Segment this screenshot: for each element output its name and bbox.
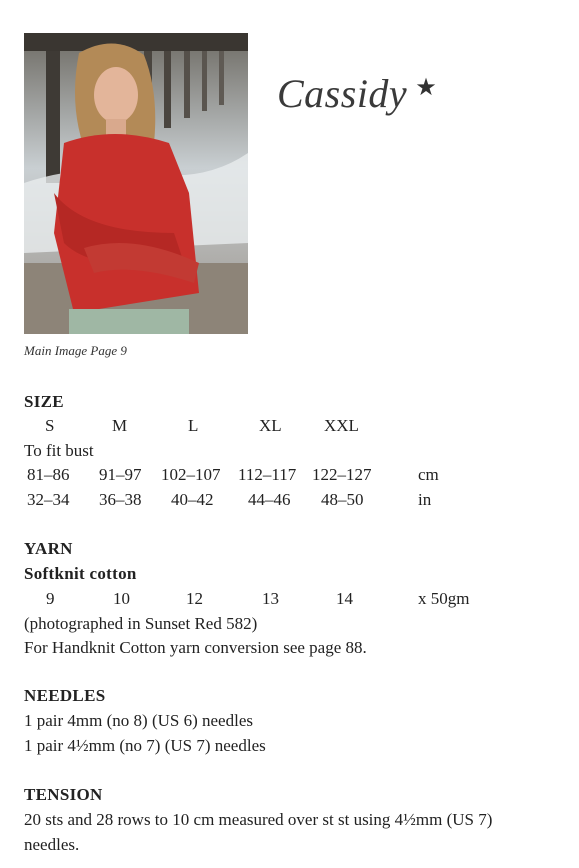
size-cm-value: 91–97 xyxy=(99,465,142,484)
yarn-amount: 13 xyxy=(262,589,279,608)
size-label: S xyxy=(45,416,55,435)
size-in-value: 44–46 xyxy=(248,490,291,509)
size-cm-unit: cm xyxy=(418,465,439,484)
yarn-name: Softknit cotton xyxy=(24,564,137,583)
yarn-amount: 14 xyxy=(336,589,353,608)
fit-bust-label: To fit bust xyxy=(24,441,94,460)
yarn-amount: 12 xyxy=(186,589,203,608)
yarn-heading: YARN xyxy=(24,539,73,558)
size-cm-value: 102–107 xyxy=(161,465,221,484)
size-cm-value: 112–117 xyxy=(238,465,297,484)
image-caption: Main Image Page 9 xyxy=(24,343,127,358)
size-label: M xyxy=(112,416,128,435)
tension-heading: TENSION xyxy=(24,785,103,804)
main-photo xyxy=(24,33,248,334)
model-photo-illustration xyxy=(24,33,248,334)
size-in-value: 40–42 xyxy=(171,490,214,509)
yarn-photo-note: (photographed in Sunset Red 582) xyxy=(24,614,258,633)
size-label: XXL xyxy=(324,416,359,435)
size-in-value: 32–34 xyxy=(27,490,70,509)
difficulty-star-icon: ★ xyxy=(415,75,438,101)
yarn-conversion-note: For Handknit Cotton yarn conversion see page 88. xyxy=(24,638,367,657)
size-cm-value: 81–86 xyxy=(27,465,70,484)
yarn-amount: 9 xyxy=(46,589,55,608)
size-cm-value: 122–127 xyxy=(312,465,372,484)
tension-line: needles. xyxy=(24,835,80,854)
yarn-unit: x 50gm xyxy=(418,589,470,608)
size-in-value: 36–38 xyxy=(99,490,142,509)
size-label: XL xyxy=(259,416,282,435)
pattern-title: Cassidy ★ xyxy=(277,71,438,116)
needles-line: 1 pair 4½mm (no 7) (US 7) needles xyxy=(24,736,266,755)
size-in-value: 48–50 xyxy=(321,490,364,509)
size-in-unit: in xyxy=(418,490,432,509)
yarn-amount: 10 xyxy=(113,589,130,608)
tension-line: 20 sts and 28 rows to 10 cm measured over st st using 4½mm (US 7) xyxy=(24,810,493,829)
needles-line: 1 pair 4mm (no 8) (US 6) needles xyxy=(24,711,253,730)
size-label: L xyxy=(188,416,199,435)
needles-heading: NEEDLES xyxy=(24,686,106,705)
size-heading: SIZE xyxy=(24,392,64,411)
